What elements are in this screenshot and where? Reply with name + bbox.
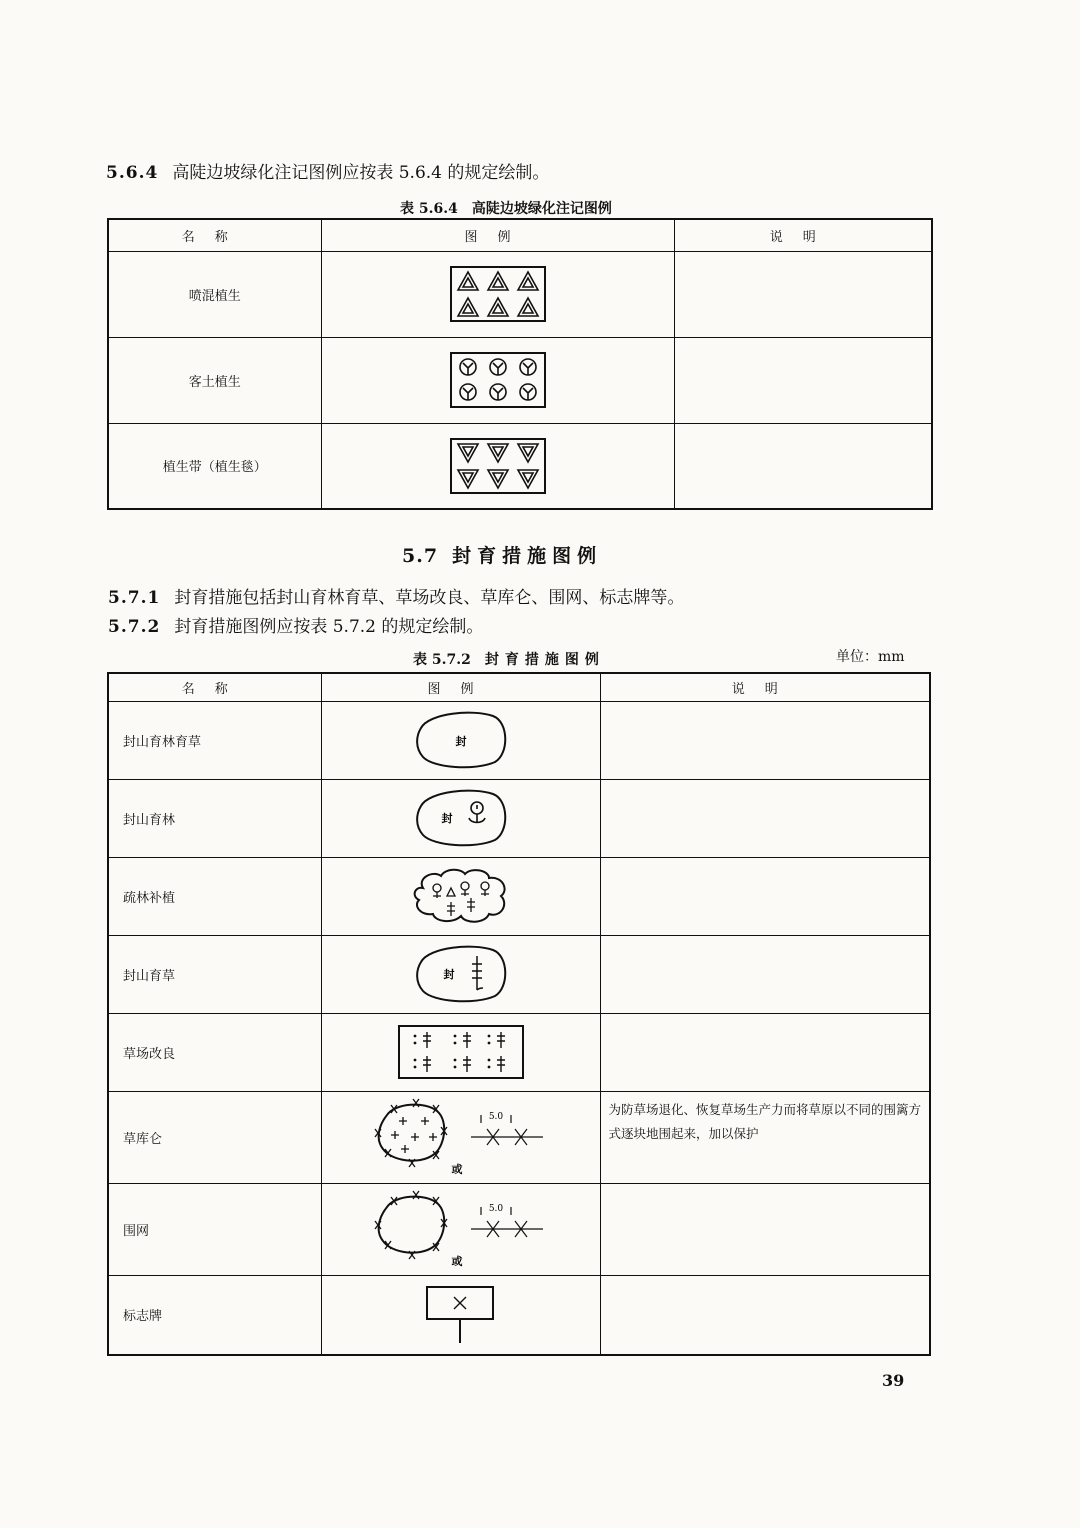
row-note [600,1013,930,1091]
header-symbol: 图例 [321,673,600,701]
row-symbol [321,1091,600,1183]
dimension-label: 5.0 [488,1112,503,1122]
dimension-label: 5.0 [488,1204,503,1214]
planting-belt-symbol-icon [450,438,546,494]
row-name: 草库仑 [108,1091,321,1183]
row-note: 为防草场退化、恢复草场生产力而将草原以不同的围篱方式逐块地围起来，加以保护 [600,1091,930,1183]
table-row [108,423,932,509]
header-symbol: 图例 [321,219,674,251]
row-name: 标志牌 [108,1275,321,1355]
row-name: 草场改良 [108,1013,321,1091]
row-note [600,701,930,779]
row-symbol [321,423,674,509]
sign-board-icon [421,1283,501,1347]
symbol-feng-label: 封 [441,812,452,825]
row-symbol [321,857,600,935]
row-note [600,779,930,857]
table-row [108,779,930,857]
row-note [674,251,932,337]
row-name: 封山育林 [108,779,321,857]
page-number: 39 [882,1371,905,1390]
table-row [108,1183,930,1275]
row-name: 疏林补植 [108,857,321,935]
section-name: 封育措施图例 [452,545,603,567]
header-name: 名称 [108,219,321,251]
tree-icon [469,802,485,823]
clause-5-7-1 [108,583,684,608]
row-symbol [321,251,674,337]
table-caption-5-7-2 [413,649,605,669]
row-note [674,423,932,509]
table-5-6-4 [107,218,933,510]
table-row [108,1275,930,1355]
row-symbol [321,337,674,423]
grass-icon [472,956,483,990]
row-symbol [321,779,600,857]
clause-5-6-4 [106,158,549,183]
clause-text: 高陡边坡绿化注记图例应按表 5.6.4 的规定绘制。 [172,163,550,183]
fence-net-icon [361,1189,561,1269]
soil-planting-symbol-icon [450,352,546,408]
row-name: 围网 [108,1183,321,1275]
table-row [108,857,930,935]
enclosure-oval-icon [411,710,511,770]
grass-fence-icon [361,1097,561,1177]
table-row [108,337,932,423]
clause-text: 封育措施图例应按表 5.7.2 的规定绘制。 [174,617,484,637]
row-symbol [321,1013,600,1091]
row-note [674,337,932,423]
row-name: 喷混植生 [108,251,321,337]
row-symbol [321,935,600,1013]
table-row [108,251,932,337]
row-symbol [321,701,600,779]
clause-number: 5.7.1 [108,588,161,608]
spray-planting-symbol-icon [450,266,546,322]
row-name: 封山育草 [108,935,321,1013]
clause-number: 5.7.2 [108,617,161,637]
table-caption-5-6-4 [400,198,612,218]
table-header-row [108,673,930,701]
header-note: 说明 [674,219,932,251]
row-name: 封山育林育草 [108,701,321,779]
table-row [108,1091,930,1183]
row-note [600,935,930,1013]
row-symbol [321,1275,600,1355]
table-title: 封育措施图例 [484,652,605,668]
pasture-improvement-icon [397,1022,525,1082]
table-number: 表 5.7.2 [413,652,471,668]
or-label: 或 [451,1255,462,1268]
symbol-feng-label: 封 [455,735,466,748]
header-note: 说明 [600,673,930,701]
row-name: 植生带（植生毯） [108,423,321,509]
sparse-forest-cloud-icon [409,866,513,926]
table-number: 表 5.6.4 [400,201,458,217]
row-note [600,857,930,935]
table-header-row [108,219,932,251]
unit-label: 单位：mm [836,649,905,665]
table-row [108,935,930,1013]
header-name: 名称 [108,673,321,701]
section-number: 5.7 [402,545,439,567]
table-row [108,1013,930,1091]
grass-enclosure-icon [411,944,511,1004]
row-symbol [321,1183,600,1275]
forest-enclosure-icon [411,788,511,848]
row-note [600,1275,930,1355]
or-label: 或 [451,1163,462,1176]
row-note [600,1183,930,1275]
table-title: 高陡边坡绿化注记图例 [471,201,612,217]
row-name: 客土植生 [108,337,321,423]
clause-text: 封育措施包括封山育林育草、草场改良、草库仑、围网、标志牌等。 [174,588,685,608]
clause-number: 5.6.4 [106,163,159,183]
clause-5-7-2 [108,612,483,637]
symbol-feng-label: 封 [443,968,454,981]
table-row [108,701,930,779]
table-5-7-2 [107,672,931,1356]
section-title-5-7 [402,541,602,568]
